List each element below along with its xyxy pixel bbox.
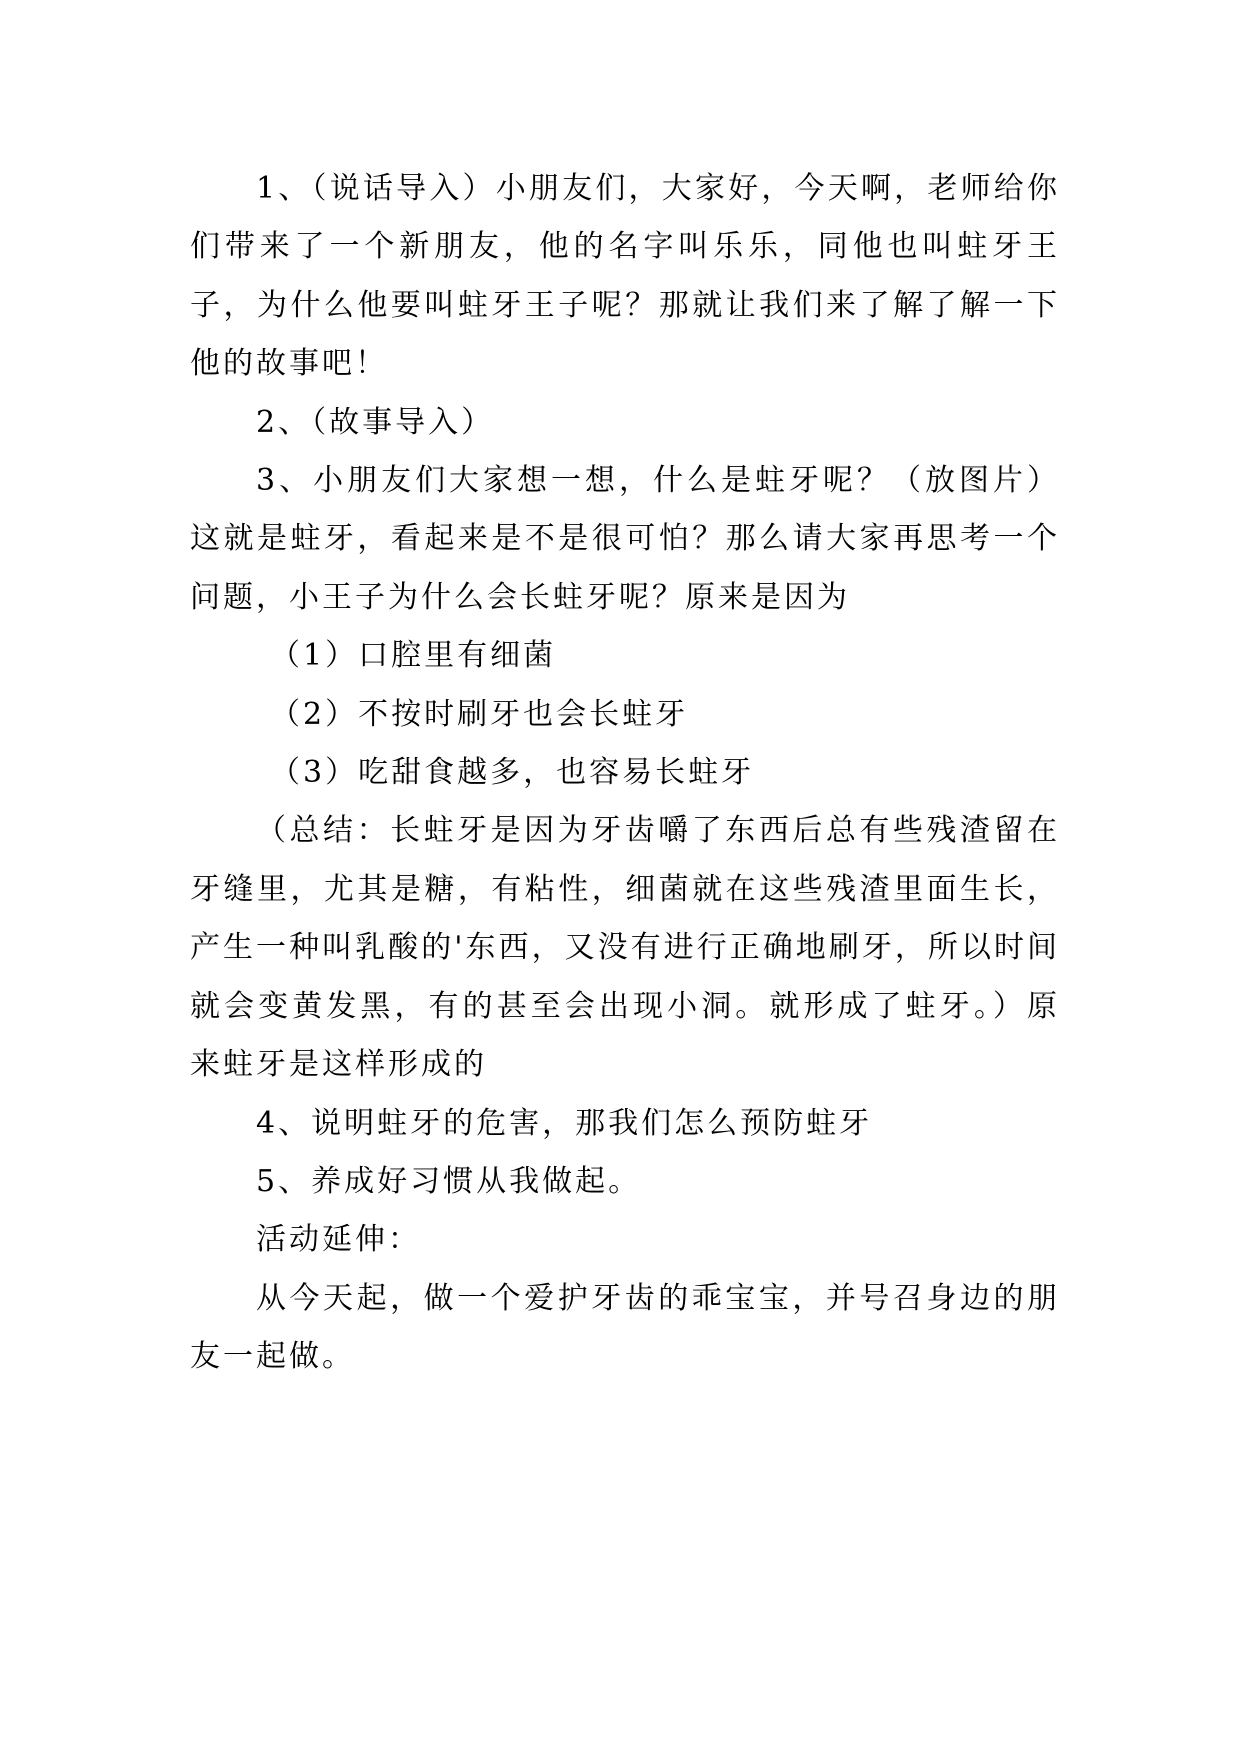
- list-item-cause-2: （2）不按时刷牙也会长蛀牙: [270, 696, 689, 732]
- list-item-cause-3: （3）吃甜食越多，也容易长蛀牙: [270, 755, 755, 791]
- paragraph-extension-body: 从今天起，做一个爱护牙齿的乖宝宝，并号召身边的朋友一起做。: [190, 1280, 1060, 1375]
- paragraph-summary: （总结：长蛀牙是因为牙齿嚼了东西后总有些残渣留在牙缝里，尤其是糖，有粘性，细菌就在这些残渣里面生长，产生一种叫乳酸的'东西，又没有进行正确地刷牙，所以时间就会变黄发黑，有的甚至会出现小洞。就形成了蛀牙。）原来蛀牙是这样形成的: [190, 813, 1060, 1083]
- list-item-cause-1: （1）口腔里有细菌: [270, 638, 557, 674]
- paragraph-harm: 4、说明蛀牙的危害，那我们怎么预防蛀牙: [256, 1105, 873, 1141]
- paragraph-intro-story: 2、（故事导入）: [256, 404, 495, 440]
- paragraph-what-is-cavity: 3、小朋友们大家想一想，什么是蛀牙呢？（放图片）这就是蛀牙，看起来是不是很可怕？那么请大家再思考一个问题，小王子为什么会长蛀牙呢？原来是因为: [190, 463, 1060, 615]
- document-body: [190, 160, 1060, 1387]
- paragraph-habits: 5、养成好习惯从我做起。: [256, 1163, 642, 1199]
- paragraph-intro-talk: 1、（说话导入）小朋友们，大家好，今天啊，老师给你们带来了一个新朋友，他的名字叫乐乐，同他也叫蛀牙王子，为什么他要叫蛀牙王子呢？那就让我们来了解了解一下他的故事吧！: [190, 171, 1060, 382]
- paragraph-extension-heading: 活动延伸：: [256, 1222, 421, 1258]
